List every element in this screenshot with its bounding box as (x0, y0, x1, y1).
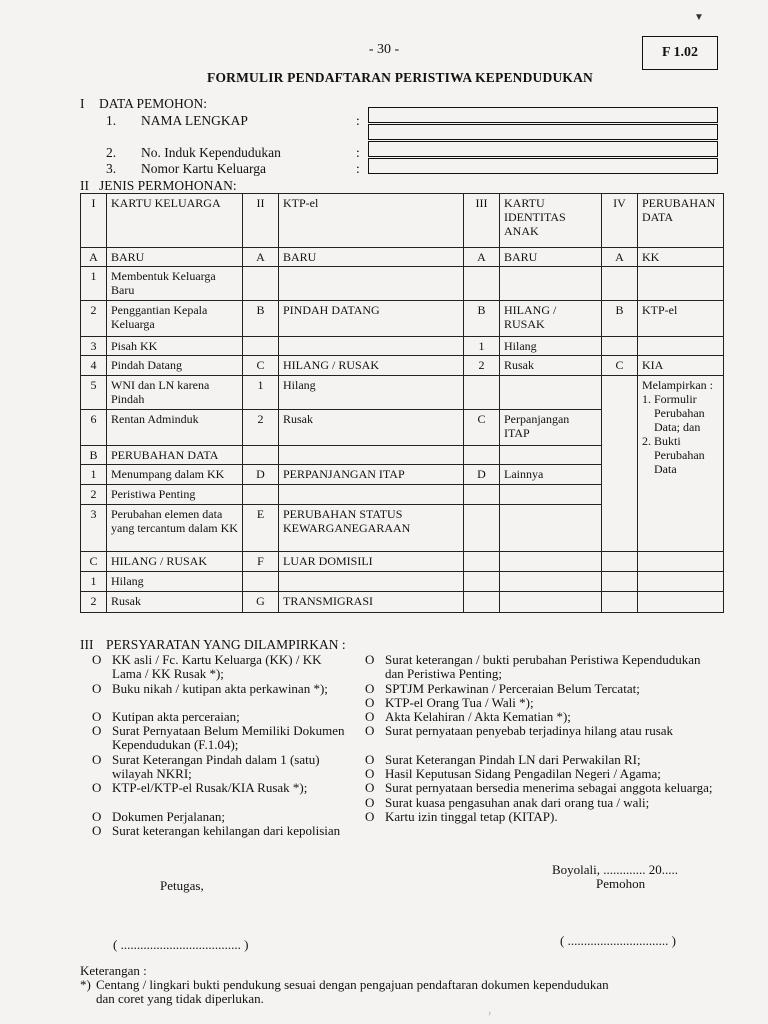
checkbox-circle-icon[interactable]: O (365, 680, 375, 696)
header-perubahan-data: PERUBAHAN DATA (638, 194, 724, 248)
header-kartu-identitas-anak: KARTU IDENTITAS ANAK (500, 194, 602, 248)
section-3-title: PERSYARATAN YANG DILAMPIRKAN : (106, 637, 346, 652)
field-3-colon: : (356, 161, 360, 176)
table-cell[interactable] (243, 446, 279, 465)
checkbox-circle-icon[interactable]: O (365, 751, 375, 767)
form-code-box (642, 36, 718, 70)
table-cell[interactable]: KTP-el (638, 301, 724, 337)
table-cell[interactable]: 2 (81, 301, 107, 337)
table-cell[interactable]: Hilang (107, 572, 243, 592)
nik-field[interactable] (368, 141, 718, 157)
form-title: FORMULIR PENDAFTARAN PERISTIWA KEPENDUDUKAN (207, 70, 593, 85)
requirement-item[interactable]: O Surat pernyataan bersedia menerima sebagai anggota keluarga; (365, 780, 713, 796)
table-cell[interactable] (243, 337, 279, 356)
table-cell[interactable]: 2 (81, 485, 107, 505)
checkbox-circle-icon[interactable]: O (92, 680, 102, 696)
header-roman-iii: III (464, 194, 500, 248)
table-cell[interactable]: Rusak (279, 410, 464, 446)
table-cell[interactable]: 6 (81, 410, 107, 446)
table-cell[interactable] (243, 267, 279, 301)
table-cell[interactable] (602, 410, 638, 446)
checkbox-circle-icon[interactable]: O (365, 723, 375, 739)
table-cell[interactable] (500, 552, 602, 572)
table-cell[interactable]: G (243, 592, 279, 613)
checkbox-circle-icon[interactable]: O (365, 709, 375, 725)
place-date[interactable]: Boyolali, ............. 20..... (552, 862, 679, 877)
table-cell[interactable] (602, 572, 638, 592)
table-cell[interactable]: BARU (500, 248, 602, 267)
table-cell[interactable]: Perpanjangan ITAP (500, 410, 602, 446)
table-cell[interactable]: PERUBAHAN DATA (107, 446, 243, 465)
table-cell[interactable]: A (81, 248, 107, 267)
field-3-label: Nomor Kartu Keluarga (141, 161, 266, 176)
table-cell[interactable] (279, 337, 464, 356)
checkbox-circle-icon[interactable]: O (92, 808, 102, 824)
applicant-label: Pemohon (596, 876, 646, 891)
requirement-item[interactable]: O Kutipan akta perceraian; (92, 708, 240, 724)
table-cell[interactable]: 5 (81, 376, 107, 410)
table-cell[interactable]: Menumpang dalam KK (107, 465, 243, 485)
table-cell[interactable] (279, 446, 464, 465)
table-cell[interactable] (464, 446, 500, 465)
table-cell[interactable] (500, 592, 602, 613)
table-cell[interactable]: 2 (81, 592, 107, 613)
requirement-item[interactable]: O Surat Keterangan Pindah dalam 1 (satu) wilayah NKRI; (92, 751, 320, 782)
table-cell[interactable]: 1 (81, 267, 107, 301)
requirement-item[interactable]: O Surat kuasa pengasuhan anak dari orang tua / wali; (365, 794, 650, 810)
kk-number-field[interactable] (368, 158, 718, 174)
table-cell[interactable]: 1 (81, 465, 107, 485)
requirement-item[interactable]: O Surat keterangan kehilangan dari kepolisian (92, 822, 341, 838)
table-cell[interactable] (602, 337, 638, 356)
table-cell[interactable] (243, 485, 279, 505)
table-cell[interactable]: KIA (638, 356, 724, 376)
officer-signature-line[interactable]: ( ..................................... ) (113, 937, 249, 952)
header-roman-i: I (81, 194, 107, 248)
scan-mark: › (488, 1008, 492, 1019)
requirement-item[interactable]: O SPTJM Perkawinan / Perceraian Belum Tercatat; (365, 680, 640, 696)
table-cell[interactable]: 2 (464, 356, 500, 376)
table-cell[interactable]: Hilang (500, 337, 602, 356)
table-cell[interactable]: A (464, 248, 500, 267)
table-cell[interactable]: Rusak (107, 592, 243, 613)
section-3-roman: III (80, 637, 94, 652)
table-cell[interactable]: Pisah KK (107, 337, 243, 356)
form-code: F 1.02 (661, 45, 699, 60)
requirement-item[interactable]: O Dokumen Perjalanan; (92, 808, 225, 824)
notes-star: *) (80, 977, 91, 992)
table-cell[interactable] (464, 376, 500, 410)
table-cell[interactable]: 1 (81, 572, 107, 592)
field-2-label: No. Induk Kependudukan (141, 145, 281, 160)
table-cell[interactable]: C (602, 356, 638, 376)
table-cell[interactable] (500, 446, 602, 465)
table-cell[interactable] (279, 572, 464, 592)
attachment-note (638, 376, 724, 552)
header-ktp-el: KTP-el (279, 194, 464, 248)
table-cell[interactable] (500, 572, 602, 592)
table-cell[interactable]: D (243, 465, 279, 485)
table-cell[interactable]: Hilang (279, 376, 464, 410)
checkbox-circle-icon[interactable]: O (365, 694, 375, 710)
checkbox-circle-icon[interactable]: O (92, 708, 102, 724)
table-cell[interactable] (602, 267, 638, 301)
application-type-table (80, 193, 724, 613)
table-cell[interactable] (500, 505, 602, 552)
table-cell[interactable]: Pindah Datang (107, 356, 243, 376)
table-cell[interactable]: D (464, 465, 500, 485)
table-cell[interactable]: C (464, 410, 500, 446)
applicant-signature-line[interactable]: ( ............................... ) (560, 933, 676, 948)
notes-line-1: Centang / lingkari bukti pendukung sesuai dengan pengajuan pendaftaran dokumen kependudukan (96, 977, 609, 992)
table-cell[interactable]: B (81, 446, 107, 465)
header-kartu-keluarga: KARTU KELUARGA (107, 194, 243, 248)
page-number: - 30 - (368, 42, 400, 57)
table-cell[interactable]: PERPANJANGAN ITAP (279, 465, 464, 485)
table-cell[interactable]: Membentuk Keluarga Baru (107, 267, 243, 301)
table-cell[interactable]: B (243, 301, 279, 337)
table-cell[interactable]: Perubahan elemen data yang tercantum dalam KK (107, 505, 243, 552)
table-cell[interactable]: E (243, 505, 279, 552)
checkbox-circle-icon[interactable]: O (92, 822, 102, 838)
table-cell[interactable] (464, 485, 500, 505)
notes-line-2: dan coret yang tidak diperlukan. (96, 991, 264, 1006)
table-cell[interactable] (602, 592, 638, 613)
table-cell[interactable]: F (243, 552, 279, 572)
table-cell[interactable]: BARU (107, 248, 243, 267)
table-cell[interactable] (602, 376, 638, 410)
table-cell[interactable]: C (243, 356, 279, 376)
checkbox-circle-icon[interactable]: O (365, 780, 375, 796)
checkbox-circle-icon[interactable]: O (365, 766, 375, 782)
table-cell[interactable] (500, 376, 602, 410)
table-cell[interactable]: Peristiwa Penting (107, 485, 243, 505)
table-cell[interactable] (602, 552, 638, 572)
table-cell[interactable] (243, 572, 279, 592)
table-cell[interactable] (279, 485, 464, 505)
table-cell[interactable]: Rusak (500, 356, 602, 376)
checkbox-circle-icon[interactable]: O (365, 808, 375, 824)
header-roman-ii: II (243, 194, 279, 248)
table-cell[interactable]: B (464, 301, 500, 337)
table-cell[interactable]: A (243, 248, 279, 267)
table-cell[interactable]: 1 (243, 376, 279, 410)
table-cell[interactable]: 2 (243, 410, 279, 446)
requirement-item[interactable]: O Surat pernyataan penyebab terjadinya hilang atau rusak (365, 723, 674, 739)
full-name-field-line-2[interactable] (368, 124, 718, 140)
section-2-title: JENIS PERMOHONAN: (99, 178, 237, 193)
requirement-item[interactable]: O Kartu izin tinggal tetap (KITAP). (365, 808, 558, 824)
table-cell[interactable]: WNI dan LN karena Pindah (107, 376, 243, 410)
checkbox-circle-icon[interactable]: O (92, 780, 102, 796)
notes-title: Keterangan : (80, 963, 147, 978)
table-cell[interactable] (638, 267, 724, 301)
checkbox-circle-icon[interactable]: O (365, 794, 375, 810)
table-cell[interactable] (602, 485, 638, 505)
table-cell[interactable]: KK (638, 248, 724, 267)
table-cell[interactable] (602, 446, 638, 465)
table-cell[interactable] (602, 465, 638, 485)
header-roman-iv: IV (602, 194, 638, 248)
attachment-note-item-2: Bukti Perubahan Data (654, 434, 705, 476)
table-cell[interactable] (464, 572, 500, 592)
table-cell[interactable]: 3 (81, 505, 107, 552)
table-cell[interactable]: B (602, 301, 638, 337)
requirement-item[interactable]: O KTP-el/KTP-el Rusak/KIA Rusak *); (92, 780, 308, 796)
table-cell[interactable]: BARU (279, 248, 464, 267)
checkbox-circle-icon[interactable]: O (92, 652, 102, 667)
requirement-item[interactable]: O Buku nikah / kutipan akta perkawinan *); (92, 680, 328, 696)
table-cell[interactable] (464, 505, 500, 552)
table-cell[interactable]: 1 (464, 337, 500, 356)
requirement-item[interactable]: O KTP-el Orang Tua / Wali *); (365, 694, 534, 710)
table-cell[interactable]: 4 (81, 356, 107, 376)
checkbox-circle-icon[interactable]: O (92, 751, 102, 767)
attachment-note-item-2-number: 2. (642, 434, 651, 448)
table-cell[interactable] (464, 592, 500, 613)
table-cell[interactable] (638, 592, 724, 613)
table-cell[interactable] (500, 267, 602, 301)
requirement-item[interactable]: O KK asli / Fc. Kartu Keluarga (KK) / KK Lama / KK Rusak *); (92, 652, 322, 682)
table-cell[interactable]: Penggantian Kepala Keluarga (107, 301, 243, 337)
checkbox-circle-icon[interactable]: O (92, 723, 102, 739)
table-cell[interactable]: A (602, 248, 638, 267)
table-cell[interactable] (279, 267, 464, 301)
table-cell[interactable]: HILANG / RUSAK (500, 301, 602, 337)
table-cell[interactable] (638, 572, 724, 592)
requirement-item[interactable]: O Akta Kelahiran / Akta Kematian *); (365, 709, 571, 725)
table-cell[interactable]: 3 (81, 337, 107, 356)
table-cell[interactable]: C (81, 552, 107, 572)
table-cell[interactable] (464, 552, 500, 572)
table-cell[interactable] (500, 485, 602, 505)
section-2-roman: II (80, 178, 89, 193)
table-cell[interactable] (638, 552, 724, 572)
table-cell[interactable] (602, 505, 638, 552)
field-2-number: 2. (106, 145, 117, 160)
officer-label: Petugas, (160, 878, 204, 893)
attachment-note-item-1-number: 1. (642, 392, 651, 406)
section-1-title: DATA PEMOHON: (99, 96, 208, 111)
table-cell[interactable] (638, 337, 724, 356)
table-cell[interactable]: TRANSMIGRASI (279, 592, 464, 613)
requirement-item[interactable]: O Surat Keterangan Pindah LN dari Perwakilan RI; (365, 751, 641, 767)
field-1-number: 1. (106, 113, 117, 128)
field-2-colon: : (356, 145, 360, 160)
table-cell[interactable]: Rentan Adminduk (107, 410, 243, 446)
table-cell[interactable]: Lainnya (500, 465, 602, 485)
table-cell[interactable]: LUAR DOMISILI (279, 552, 464, 572)
attachment-note-item-1: Formulir Perubahan Data; dan (654, 392, 705, 434)
full-name-field[interactable] (368, 107, 718, 123)
attachment-note-intro: Melampirkan : (642, 378, 713, 392)
requirement-item[interactable]: O Surat Pernyataan Belum Memiliki Dokumen Kependudukan (F.1.04); (92, 723, 345, 753)
requirement-item[interactable]: O Surat keterangan / bukti perubahan Peristiwa Kependudukan dan Peristiwa Penting; (365, 652, 701, 682)
requirements-right (365, 653, 715, 824)
scan-mark: ▼ (694, 12, 704, 23)
section-1-roman: I (80, 96, 85, 111)
field-3-number: 3. (106, 161, 117, 176)
requirements-left (92, 653, 354, 838)
checkbox-circle-icon[interactable]: O (365, 652, 375, 667)
field-1-label: NAMA LENGKAP (141, 113, 248, 128)
table-cell[interactable]: HILANG / RUSAK (107, 552, 243, 572)
table-cell[interactable]: HILANG / RUSAK (279, 356, 464, 376)
table-cell[interactable]: PINDAH DATANG (279, 301, 464, 337)
requirement-item[interactable]: O Hasil Keputusan Sidang Pengadilan Negeri / Agama; (365, 766, 661, 782)
table-cell[interactable] (464, 267, 500, 301)
field-1-colon: : (356, 113, 360, 128)
table-cell[interactable]: PERUBAHAN STATUS KEWARGANEGARAAN (279, 505, 464, 552)
